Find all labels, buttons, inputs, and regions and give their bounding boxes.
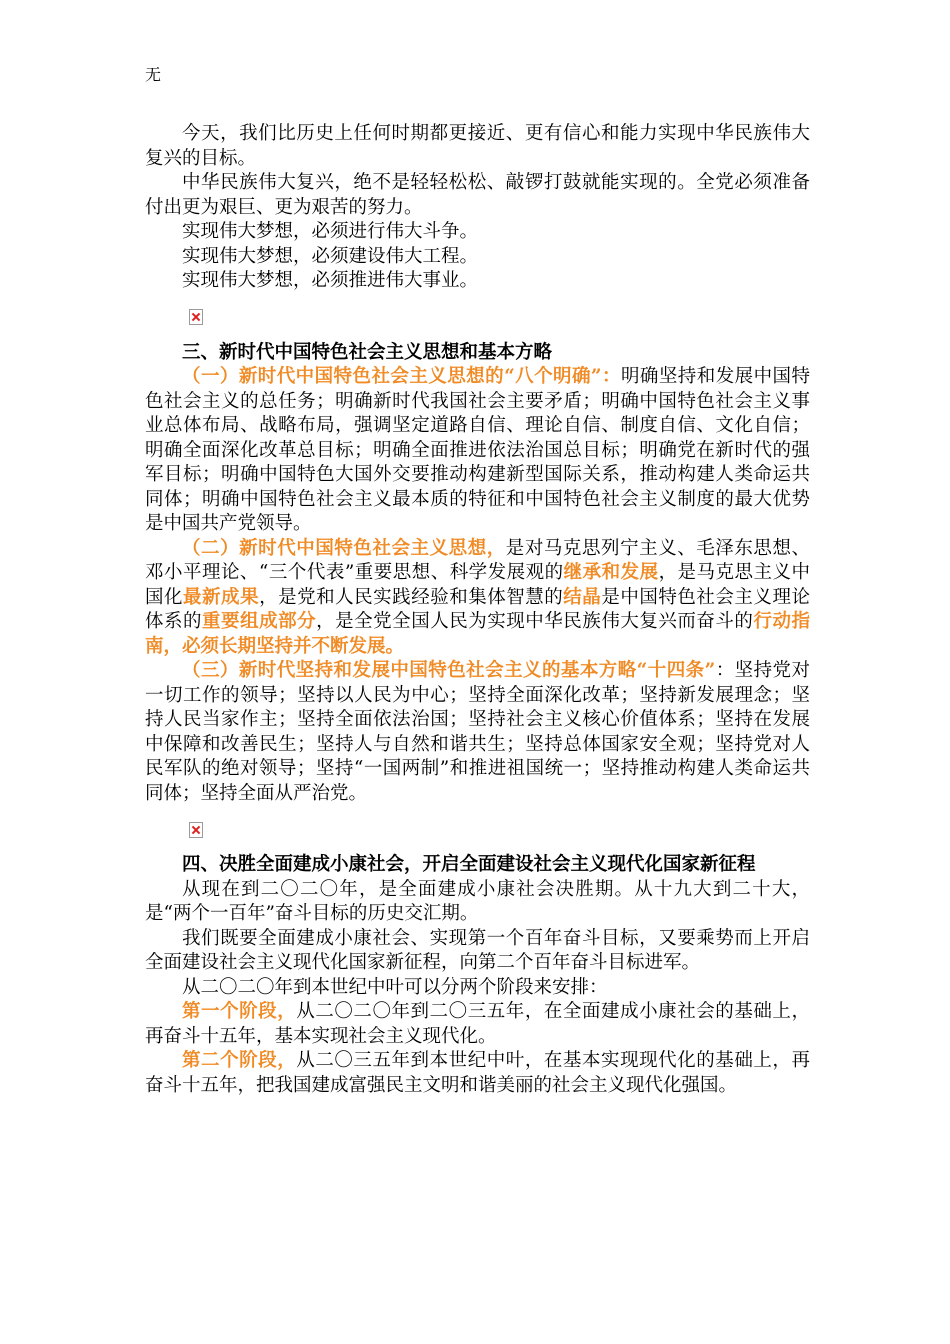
broken-image-icon <box>189 309 203 325</box>
highlight-text: 继承和发展 <box>563 562 659 583</box>
page-header-mark: 无 <box>145 65 162 84</box>
image-placeholder <box>145 806 810 853</box>
paragraph: 实现伟大梦想，必须建设伟大工程。 <box>182 245 479 267</box>
highlight-text: 结晶 <box>563 586 602 608</box>
paragraph: 从现在到二〇二〇年，是全面建成小康社会决胜期。从十九大到二十大，是“两个一百年”奋斗目标的历史交汇期。 <box>145 878 810 924</box>
paragraph: 实现伟大梦想，必须进行伟大斗争。 <box>182 221 479 242</box>
paragraph <box>145 1000 810 1049</box>
section-heading: 三、新时代中国特色社会主义思想和基本方略 <box>182 341 553 363</box>
highlight-text: 最新成果 <box>183 586 260 608</box>
section-heading: 四、决胜全面建成小康社会，开启全面建设社会主义现代化国家新征程 <box>182 854 756 875</box>
paragraph-text: 从二〇二〇年到二〇三五年，在全面建成小康社会的基础上，再奋斗十五年，基本实现社会主义现代化。 <box>145 1001 810 1047</box>
paragraph: 今天，我们比历史上任何时期都更接近、更有信心和能力实现中华民族伟大复兴的目标。 <box>145 123 810 169</box>
highlight-text: （二）新时代中国特色社会主义思想， <box>182 537 506 559</box>
highlight-text: （三）新时代坚持和发展中国特色社会主义的基本方略“十四条” <box>182 660 716 681</box>
paragraph-text: ，是党和人民实践经验和集体智慧的 <box>259 586 564 608</box>
paragraph <box>145 659 810 806</box>
paragraph: 中华民族伟大复兴，绝不是轻轻松松、敲锣打鼓就能实现的。全党必须准备付出更为艰巨、更为艰苦的努力。 <box>145 172 810 218</box>
paragraph: 从二〇二〇年到本世纪中叶可以分两个阶段来安排： <box>182 976 608 998</box>
paragraph-text: 是中国特色社会主义理论体系的 <box>145 586 810 632</box>
broken-image-icon <box>189 822 203 838</box>
document-body <box>145 122 810 1098</box>
paragraph-text: 从二〇三五年到本世纪中叶，在基本实现现代化的基础上，再奋斗十五年，把我国建成富强民主文明和谐美丽的社会主义现代化强国。 <box>145 1050 810 1096</box>
paragraph <box>145 365 810 537</box>
highlight-text: 第一个阶段， <box>182 1001 297 1022</box>
paragraph-text: 明确坚持和发展中国特色社会主义的总任务；明确新时代我国社会主要矛盾；明确中国特色社会主义事业总体布局、战略布局，强调坚定道路自信、理论自信、制度自信、文化自信；明确全面深化改革总目标；明确全面推进依法治国总目标；明确党在新时代的强军目标；明确中国特色大国外交要推动构建新型国际关系，推动构建人类命运共同体；明确中国特色社会主义最本质的特征和中国特色社会主义制度的最大优势是中国共产党领导。 <box>145 366 810 534</box>
paragraph-text: ，是马克思主义中国化 <box>145 562 810 608</box>
paragraph-text: 是对马克思列宁主义、毛泽东思想、邓小平理论、“三个代表”重要思想、科学发展观的 <box>145 537 810 583</box>
highlight-text: 行动指南，必须长期坚持并不断发展。 <box>145 611 810 657</box>
paragraph-text: ，是全党全国人民为实现中华民族伟大复兴而奋斗的 <box>316 611 754 632</box>
highlight-text: （一）新时代中国特色社会主义思想的“八个明确”： <box>182 366 621 387</box>
image-placeholder <box>145 294 810 341</box>
paragraph: 实现伟大梦想，必须推进伟大事业。 <box>182 270 479 291</box>
paragraph <box>145 537 810 660</box>
paragraph: 我们既要全面建成小康社会、实现第一个百年奋斗目标，又要乘势而上开启全面建设社会主义现代化国家新征程，向第二个百年奋斗目标进军。 <box>145 927 810 973</box>
highlight-text: 重要组成部分 <box>202 611 317 632</box>
paragraph <box>145 1049 810 1098</box>
paragraph-text: ：坚持党对一切工作的领导；坚持以人民为中心；坚持全面深化改革；坚持新发展理念；坚持人民当家作主；坚持全面依法治国；坚持社会主义核心价值体系；坚持在发展中保障和改善民生；坚持人与自然和谐共生；坚持总体国家安全观；坚持党对人民军队的绝对领导；坚持“一国两制”和推进祖国统一；坚持推动构建人类命运共同体；坚持全面从严治党。 <box>145 660 810 804</box>
highlight-text: 第二个阶段， <box>182 1050 297 1071</box>
